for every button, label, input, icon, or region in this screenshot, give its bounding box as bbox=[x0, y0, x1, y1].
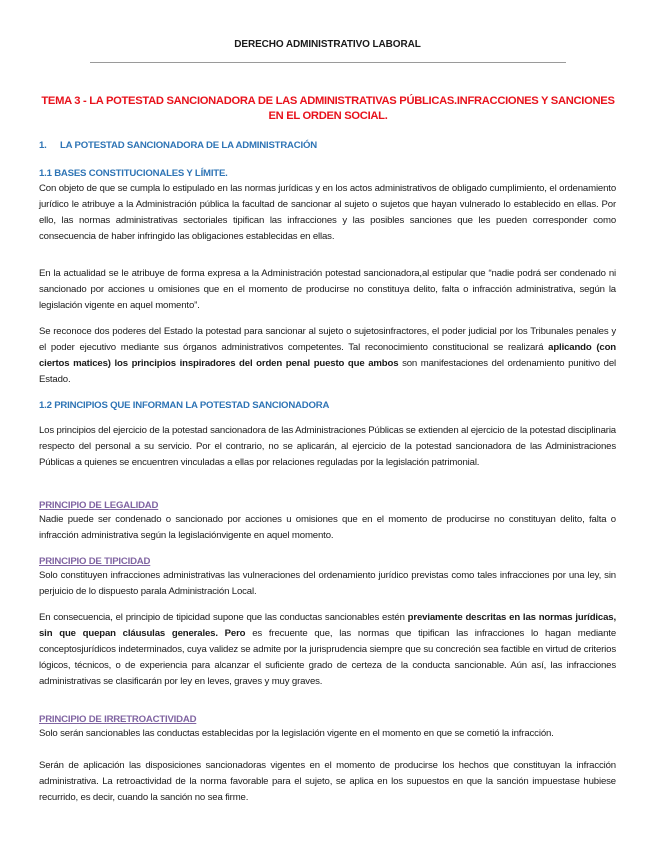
document-header: DERECHO ADMINISTRATIVO LABORAL bbox=[234, 39, 421, 50]
principio-tipicidad-heading: PRINCIPIO DE TIPICIDAD bbox=[39, 556, 151, 567]
paragraph-3-text-bold: aplicando (con ciertos matices) los principios inspiradores del orden penal puesto que ambos bbox=[39, 342, 616, 369]
paragraph-3-text-a: Se reconoce dos poderes del Estado la potestad para sancionar al sujeto o sujetosinfractores, el poder judicial por los Tribunales penales y el poder ejecutivo mediante sus órganos administrativos competentes. Tal reconocimiento constitucional se realizará bbox=[39, 326, 616, 353]
subsection-1-1-paragraph-1: Con objeto de que se cumpla lo estipulado en las normas jurídicas y en los actos administrativos de obligado cumplimiento, el ordenamiento jurídico le atribuye a la Administración pública la facultad de sancionar al sujeto o sujetos que hayan vulnerado lo establecido en ellas. Por ello, las normas administrativas sectoriales tipifican las infracciones y las posibles sanciones que les pueden corresponder como consecuencia de haber infringido las obligaciones establecidas en ellas. bbox=[39, 183, 616, 242]
paragraph-3-text-c: son manifestaciones del ordenamiento punitivo del Estado. bbox=[39, 358, 616, 385]
header-divider bbox=[90, 62, 566, 63]
principio-tipicidad-paragraph-2 bbox=[39, 610, 616, 690]
section-1-title: LA POTESTAD SANCIONADORA DE LA ADMINISTRACIÓN bbox=[60, 140, 317, 151]
tipicidad-p2-text-c: es frecuente que, las normas que tipifican las infracciones lo hagan mediante conceptosjurídicos indeterminados, cuya validez se admite por la jurisprudencia siempre que su concreción sea factible en virtud de criterios lógicos, técnicos, o de experiencia para alcanzar el suficiente grado de certeza de la conducta sancionable. Aún así, las infracciones administrativas se clasificarán por ley en leves, graves y muy graves. bbox=[39, 628, 617, 687]
subsection-1-2-heading: 1.2 PRINCIPIOS QUE INFORMAN LA POTESTAD SANCIONADORA bbox=[39, 400, 330, 411]
subsection-1-2-paragraph-1: Los principios del ejercicio de la potestad sancionadora de las Administraciones Públicas se extienden al ejercicio de la potestad disciplinaria respecto del personal a su servicio. Por el contrario, no se aplicarán, al ejercicio de la potestad sancionadora de las Administraciones Públicas a quienes se encuentren vinculadas a ellas por relaciones reguladas por la legislación patrimonial. bbox=[39, 425, 616, 468]
tipicidad-p2-text-bold: previamente descritas en las normas jurídicas, sin que quepan cláusulas generales. Pero bbox=[39, 612, 616, 639]
subsection-1-1-heading: 1.1 BASES CONSTITUCIONALES Y LÍMITE. bbox=[39, 168, 228, 179]
subsection-1-1-paragraph-3 bbox=[39, 324, 616, 388]
principio-tipicidad-text: Solo constituyen infracciones administrativas las vulneraciones del ordenamiento jurídico previstas como tales infracciones por una ley, sin perjuicio de lo dispuesto parala Administración Local. bbox=[39, 570, 616, 597]
section-1-heading bbox=[39, 140, 317, 151]
principio-irretroactividad-heading: PRINCIPIO DE IRRETROACTIVIDAD bbox=[39, 714, 197, 725]
tema-title-line1: TEMA 3 - LA POTESTAD SANCIONADORA DE LAS ADMINISTRATIVAS PÚBLICAS.INFRACCIONES Y SANCIONES bbox=[41, 95, 615, 107]
section-1-number: 1. bbox=[39, 140, 47, 151]
tipicidad-p2-text-a: En consecuencia, el principio de tipicidad supone que las conductas sancionables estén bbox=[39, 612, 405, 623]
principio-irretroactividad-text-1: Solo serán sancionables las conductas establecidas por la legislación vigente en el momento en que se cometió la infracción. bbox=[39, 728, 554, 739]
principio-legalidad-heading: PRINCIPIO DE LEGALIDAD bbox=[39, 500, 159, 511]
principio-legalidad-text: Nadie puede ser condenado o sancionado por acciones u omisiones que en el momento de producirse no constituyan delito, falta o infracción administrativa según la legislaciónvigente en aquel momento. bbox=[39, 514, 616, 541]
tema-title bbox=[38, 94, 618, 124]
tema-title-line2: EN EL ORDEN SOCIAL. bbox=[268, 110, 388, 122]
principio-irretroactividad-text-2: Serán de aplicación las disposiciones sancionadoras vigentes en el momento de producirse los hechos que constituyan la infracción administrativa. La retroactividad de la norma favorable para el sujeto, se aplica en los supuestos en que la sanción impuestase hubiese recurrido, es decir, cuando la sanción no sea firme. bbox=[39, 760, 616, 803]
subsection-1-1-paragraph-2: En la actualidad se le atribuye de forma expresa a la Administración potestad sancionadora,al estipular que “nadie podrá ser condenado ni sancionado por acciones u omisiones que en el momento de producirse no constituya delito, falta o infracción administrativa, según la legislación vigente en aquel momento”. bbox=[39, 268, 616, 311]
